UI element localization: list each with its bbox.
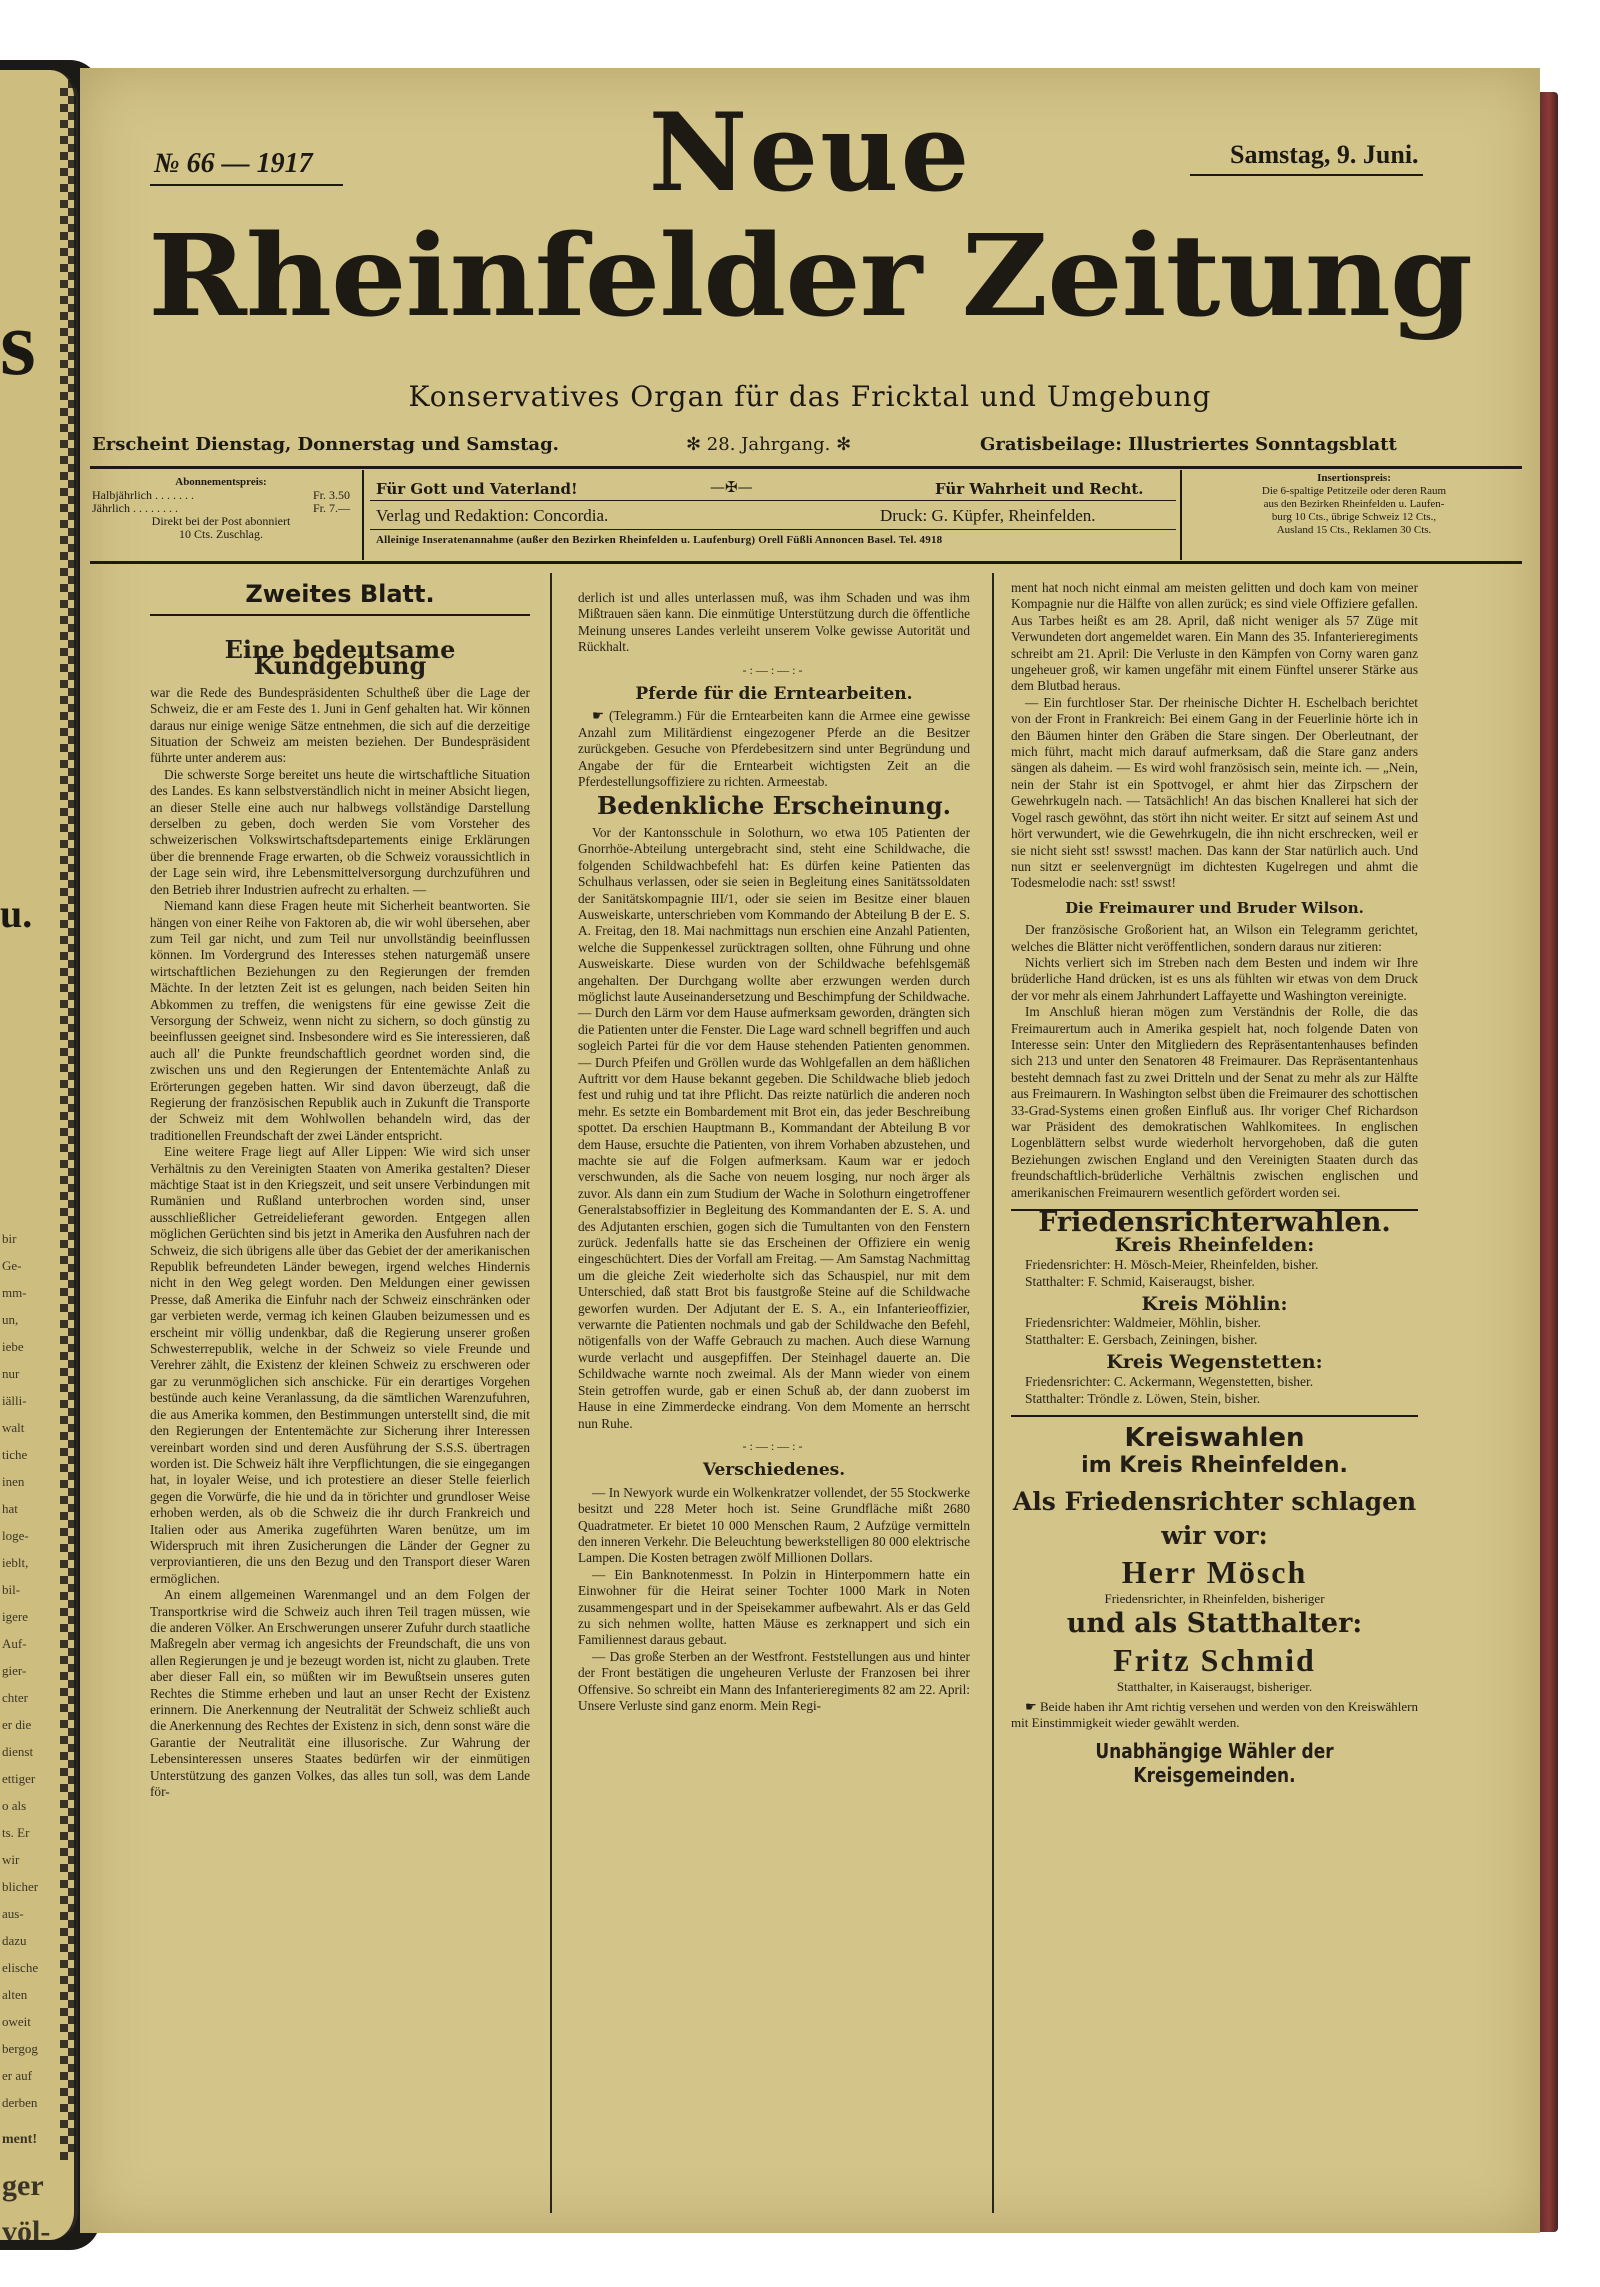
subscription-label: Halbjährlich . . . . . . . [92, 488, 194, 502]
left-page-fragment: bil- [2, 1582, 21, 1597]
decorative-border [60, 80, 76, 2160]
left-page-fragment: un, [2, 1312, 19, 1327]
insertion-price-box [1190, 472, 1518, 537]
article-headline: Bedenkliche Erscheinung. [597, 791, 951, 821]
masthead-title-line1: Neue [648, 90, 972, 216]
subscription-price: Fr. 7.— [312, 501, 350, 515]
motto-right: Für Wahrheit und Recht. [935, 480, 1144, 498]
section-separator: -:—:—:- [742, 662, 806, 677]
insertion-line: aus den Bezirken Rheinfelden u. Laufen- [1263, 498, 1445, 510]
subscription-note: Direkt bei der Post abonniert [151, 514, 291, 528]
issue-date: Samstag, 9. Juni. [1190, 140, 1423, 176]
left-page-fragment: o als [2, 1798, 27, 1813]
printer-line: Druck: G. Küpfer, Rheinfelden. [880, 506, 1096, 525]
left-page-fragment: dienst [2, 1744, 34, 1759]
publication-days: Erscheint Dienstag, Donnerstag und Samstag. [92, 434, 559, 455]
left-page-fragment: oweit [2, 2014, 31, 2029]
article-paragraph: Eine weitere Frage liegt auf Aller Lippen: Wie wird sich unser Verhältnis zu den Vereinigten Staaten von Amerika gestalten? Dieser mächtige Staat ist in den Kriegszeit, und seit unsere Verbindungen mit Rumänien und Rußland unterbrochen worden sind, unser ausschließlicher Getreidelieferant geworden. Entgegen allen möglichen Gerüchten sind bis jetzt in Amerika den Ausfuhren nach der Schweiz, die sich übrigens alle über das Gebiet der der amerikanischen Republik befreundeten Länder bewegen, irgend welches Hindernis nicht in den Weg gelegt worden. Den Meldungen einer gewissen Presse, daß Amerika die Einfuhr nach der Schweiz einschränken oder gar verbieten werde, vermag ich keinen Glauben beizumessen und es erscheint mir völlig undenkbar, daß die Regierung unserer großen Schwesterrepublik, welche in der Schweiz so viele Freunde und Verehrer zählt, die Existenz der kleinen Schweiz zu erschweren oder gar zu verunmöglichen sich anschicke. Für ein derartiges Vorgehen bestünde auch keine Veranlassung, da die sämtlichen Warenzufuhren, die aus Amerika kommen, den Bestimmungen unterstellt sind, die mit den Regierungen der Ententemächte zur Sicherung ihrer Interessen vereinbart worden sind und deren Ausführung der S.S.S. übertragen worden ist. Die Schweiz hält ihre Verpflichtungen, die sie eingegangen hat, in loyaler Weise, und ich protestiere an dieser Stelle feierlich gegen die Vorwürfe, die hie und da in törichter und grundloser Weise erhoben werden, als ob die Schweiz die ihr durch Frankreich und Italien oder aus Amerika zugeführten Waren benütze, um im Widerspruch mit ihren Zusicherungen die Länder der Gegner zu verproviantieren, die uns den Bezug und den Transport dieser Waren ermöglichen. [150, 1144, 530, 1586]
election-advertisement [1011, 1423, 1418, 1787]
left-page-fragment: hat [2, 1501, 18, 1516]
left-page-fragment: bergog [2, 2041, 38, 2056]
left-page-fragment: er auf [2, 2068, 32, 2083]
left-page-fragment: ieblt, [2, 1555, 29, 1570]
issue-number: № 66 — 1917 [150, 148, 343, 186]
article-paragraph: Im Anschluß hieran mögen zum Verständnis der Rolle, die das Freimaurertum auch in Amerika gespielt hat, noch folgende Daten von Interesse sein: Unter den Mitgliedern des Repräsentantenhauses befinden sich 213 und unter den Senatoren 48 Freimaurer. Das Repräsentantenhaus besteht demnach fast zu zwei Dritteln und der Senat zu mehr als zur Hälfte aus Freimaurern. In Washington selbst üben die Freimaurer des schottischen 33-Grad-Systems einen großen Einfluß aus. Ihr voriger Chef Richardson war Präsident des demokratischen Wahlkomitees. In englischen Logenblättern selbst wurde wiederholt hervorgehoben, daß die guten Beziehungen zwischen England und den Vereinigten Staaten durch das freundschaftlich-brüderliche Verhältnis zwischen englischen und amerikanischen Freimaurern wesentlich gefördert worden sei. [1011, 1004, 1418, 1200]
left-page-fragment: inen [2, 1474, 25, 1489]
header-inner-rule [370, 500, 1176, 501]
section-separator: -:—:—:- [742, 1438, 806, 1453]
deputy-entry: Statthalter: F. Schmid, Kaiseraugst, bisher. [1025, 1273, 1255, 1289]
subscription-note: 10 Cts. Zuschlag. [179, 527, 263, 541]
advert-acceptance-line: Alleinige Inseratenannahme (außer den Bezirken Rheinfelden u. Laufenburg) Orell Füßli Annoncen Basel. Tel. 4918 [376, 534, 943, 546]
article-headline: Die Freimaurer und Bruder Wilson. [1065, 898, 1364, 917]
left-page-fragment: iälli- [2, 1393, 27, 1408]
article-paragraph: Vor der Kantonsschule in Solothurn, wo etwa 105 Patienten der Gnorrhöe-Abteilung untergebracht sind, steht eine Schildwache, die folgenden Schildwachbefehl hat: Es dürfen keine Patienten das Schulhaus verlassen, oder sie seien in Begleitung eines Sanitätssoldaten der Sanitätskompagnie III/1, oder sie seien im Besitze einer blauen Ausweiskarte, unterschrieben vom Kommando der Abteilung B der E. S. A. Freitag, den 18. Mai nachmittags nun erschien eine Anzahl Patienten, welche die Suppenkessel zurücktragen sollten, ohne Führung und ohne Ausweiskarte. Diese wurden von der Schildwache befehlsgemäß angehalten. Der Durchgang wollte aber erzwungen werden durch möglichst laute Auseinandersetzung und Beschimpfung der Schildwache. — Durch den Lärm vor dem Hause aufmerksam geworden, drängten sich die Patienten unter die Fenster. Die Lage ward schnell begriffen und auch sogleich Partei für die vor dem Hause stehenden Patienten genommen. — Durch Pfeifen und Gröllen wurde das Wohlgefallen an dem häßlichen Auftritt vor dem Hause bekannt gegeben. Die Schildwache blieb jedoch fest und ruhig und tat ihre Pflicht. Das reizte natürlich die anderen noch mehr. Es setzte ein Bombardement mit Brot ein, das jeder Beschreibung spottet. Da erschien Hauptmann B., Kommandant der Abteilung B vor dem Hause, ersuchte die Patienten, von ihrem Vorhaben abzustehen, und machte sie auf die Folgen aufmerksam. Kaum war er jedoch verschwunden, als die Sache von neuem losging, nur noch ärger als zuvor. Als dann ein zum Studium der Wache in Solothurn eingetroffener Generalstabsoffizier in Begleitung des Kommandanten der E. S. A. und des Adjutanten erschien, gogen sich die Tumultanten von den Fenstern zurück. Jedenfalls hatte sie das Erscheinen der Offiziere ein wenig eingeschüchtert. Dies der Vorfall am Freitag. — Am Samstag Nachmittag um die gleiche Zeit wiederholte sich das Schauspiel, nur mit dem Unterschied, daß statt Brot bis faustgroße Steine auf die Schildwache geworfen wurden. Der Adjutant der E. S. A., ein Infanterieoffizier, verwarnte die Patienten nochmals und gab der Schildwache den Befehl, nötigenfalls von der Waffe Gebrauch zu machen. Auch diese Warnung wurde verlacht und ausgepfiffen. Der Steinhagel dauerte an. Die Schildwache warnte noch zweimal. Als der Mann wieder von einem Stein getroffen wurde, gab er einen Schuß ab, der dann zuoberst im Hause in eine Zimmerdecke eindrang. Von dem Momente an herrscht nun Ruhe. [578, 824, 970, 1431]
left-page-fragment: völ- [2, 2215, 51, 2240]
left-page-fragment: nur [2, 1366, 20, 1381]
ad-signature: Unabhängige Wähler der Kreisgemeinden. [1095, 1738, 1334, 1787]
article-paragraph: — Das große Sterben an der Westfront. Feststellungen aus und hinter der Front bestätigen die ungeheuren Verluste der Franzosen bei ihrer Offensive. So schreibt ein Mann des Infanterieregiments 82 am 22. April: Unsere Verluste sind ganz enorm. Mein Regi- [578, 1648, 970, 1713]
newspaper-page [80, 68, 1540, 2233]
article-paragraph: An einem allgemeinen Warenmangel und an dem Folgen der Transportkrise wird die Schweiz auch ihren Teil tragen müssen, wie die anderen Völker. An Erschwerungen unserer Zufuhr durch staatliche Maßregeln aber vermag ich angesichts der Freundschaft, die uns von allen Regierungen je und je bezeugt worden ist, nicht zu glauben. Trete aber dieser Fall ein, so müßten wir im Bewußtsein unseres guten Rechtes die Stimme erheben und laut an unser Recht der Existenz erinnern. Die Anerkennung der Neutralität der Schweiz schließt auch die Anerkennung des Rechtes der Existenz in sich, denn sonst wäre die Garantie der Neutralität eine illusorische. Zur Wahrung der Lebensinteressen unseres Staates bedürfen wir der einmütigen Unterstützung des ganzen Volkes, das alles tun soll, was dem Lande för- [150, 1587, 530, 1800]
article-headline: Verschiedenes. [702, 1460, 846, 1481]
motto-ornament: —✠— [710, 478, 753, 496]
ad-proposal: und als Statthalter: [1066, 1607, 1363, 1639]
publisher-line: Verlag und Redaktion: Concordia. [376, 506, 609, 525]
left-page-fragment: bir [2, 1231, 17, 1246]
section-label: Zweites Blatt. [150, 580, 530, 616]
left-page-fragment: alten [2, 1987, 28, 2002]
insertion-line: Ausland 15 Cts., Reklamen 30 Cts. [1276, 524, 1432, 536]
subscription-label: Jährlich . . . . . . . . [92, 501, 178, 515]
column-divider [992, 573, 994, 2213]
left-page-fragment: mm- [2, 1285, 27, 1300]
ad-candidate-name: Fritz Schmid [1113, 1641, 1316, 1678]
motto-left: Für Gott und Vaterland! [376, 480, 578, 498]
left-page-fragment: ts. Er [2, 1825, 30, 1840]
ad-subheading: im Kreis Rheinfelden. [1081, 1452, 1348, 1478]
left-page-fragment: iebe [2, 1339, 24, 1354]
judge-entry: Friedensrichter: C. Ackermann, Wegenstetten, bisher. [1025, 1373, 1314, 1389]
judge-entry: Friedensrichter: Waldmeier, Möhlin, bisher. [1025, 1315, 1261, 1331]
article-paragraph: — Ein Banknotenmesst. In Polzin in Hinterpommern hatte ein Einwohner für die Heirat seiner Tochter 1000 Mark in Noten zusammengespart und in der Speisekammer aufbewahrt. Als er das Geld zu sich nehmen wollte, hatten Mäuse es zerknappert und sich ein Familiennest daraus gebaut. [578, 1566, 970, 1648]
deputy-entry: Statthalter: Tröndle z. Löwen, Stein, bisher. [1025, 1390, 1261, 1406]
article-paragraph: ment hat noch nicht einmal am meisten gelitten und doch kam von meiner Kompagnie nur die Hälfte von allen zurück; es sind viele Offiziere gefallen. Aus Tarbes heißt es am 28. April, daß nicht weniger als 57 Züge mit Verwundeten dort angemeldet waren. Ein Mann des 35. Infanterieregiments schreibt am 21. April: Die Verluste in den Kämpfen von Corny waren ganz ungeheuer groß, wir kamen ungefähr mit einem Fünftel unserer Stärke aus dem Blutbad heraus. [1011, 580, 1418, 694]
header-inner-rule [370, 529, 1176, 530]
left-page-fragment: aus- [2, 1906, 24, 1921]
subscription-box [92, 476, 350, 541]
ad-candidate-role: Friedensrichter, in Rheinfelden, bisheriger [1104, 1590, 1325, 1606]
article-paragraph: derlich ist und alles unterlassen muß, was ihm Schaden und was ihm Mißtrauen säen kann. Die einmütige Unterstützung durch die öffentliche Meinung unseres Landes verleiht unserem Volke gewisse Autorität und Rückhalt. [578, 590, 970, 655]
left-page-fragment: gier- [2, 1663, 27, 1678]
ad-candidate-name: Herr Mösch [1121, 1553, 1308, 1590]
header-rule-top [90, 466, 1522, 469]
article-paragraph: Niemand kann diese Fragen heute mit Sicherheit beantworten. Sie hängen von einer Reihe von Faktoren ab, die wir wohl übersehen, aber zum Teil gar nicht, und zum Teil nur unvollständig beeinflussen können. Im Vordergrund des Interesses stehen naturgemäß unsere wirtschaftlichen Beziehungen zu den Regierungen der fremden Mächte. In der letzten Zeit ist es gelungen, nach beiden Seiten hin Abkommen zu treffen, die wenigstens für eine gewisse Zeit die Versorgung der Schweiz, wenn nicht zu sichern, so doch günstig zu beeinflussen geeignet sind. Insbesondere wird es Sie interessieren, daß auch all' die Punkte freundschaftlich geordnet worden sind, die zwischen uns und den Regierungen der Ententemächte Anlaß zu Erörterungen gegeben hatten. Wir sind davon überzeugt, daß die Regierung der französischen Republik auch in Zukunft die Transporte der Schweiz mit dem Wohlwollen behandeln wird, das der traditionellen Freundschaft der zwei Länder entspricht. [150, 898, 530, 1143]
article-paragraph: war die Rede des Bundespräsidenten Schultheß über die Lage der Schweiz, die er am Feste des 1. Juni in Genf gehalten hat. Wir können daraus nur einige wenige Sätze entnehmen, die sich auf die derzeitige Situation der Schweiz am meisten beziehen. Der Bundespräsident führte unter anderem aus: [150, 684, 530, 766]
left-page-fragment: loge- [2, 1528, 29, 1543]
article-paragraph: Die schwerste Sorge bereitet uns heute die wirtschaftliche Situation des Landes. Es kann selbstverständlich nicht in meiner Absicht liegen, an dieser Stelle eine auch nur halbwegs vollständige Darstellung derselben zu geben, doch werden Sie vom Vorsteher des schweizerischen Volkswirtschaftsdepartements einige Erklärungen über die brennende Frage erwarten, ob die Schweiz voraussichtlich in der Lage sein wird, ihre Lebensmittelversorgung durchzuführen und den Betrieb ihrer Industrien aufrecht zu erhalten. — [150, 766, 530, 897]
volume-number: ✻ 28. Jahrgang. ✻ [686, 434, 852, 455]
left-page-fragment: dazu [2, 1933, 27, 1948]
article-column-2 [578, 590, 970, 1714]
book-cover-edge [1540, 92, 1558, 2232]
left-page-fragment: wir [2, 1852, 20, 1867]
district-name: Kreis Rheinfelden: [1114, 1234, 1315, 1257]
article-headline: Eine bedeutsame Kundgebung [224, 635, 456, 681]
left-page-fragment: Ge- [2, 1258, 22, 1273]
left-page-fragment: igere [2, 1609, 28, 1624]
subscription-heading: Abonnementspreis: [175, 476, 267, 488]
supplement-note: Gratisbeilage: Illustriertes Sonntagsblatt [980, 434, 1397, 455]
left-page-fragment: ment! [2, 2132, 37, 2147]
article-headline: Pferde für die Erntearbeiten. [635, 684, 913, 705]
masthead-title-line2: Rheinfelder Zeitung [148, 211, 1472, 342]
left-page-big-letter: s [0, 292, 36, 394]
left-page-big-letter: u. [0, 891, 33, 936]
article-paragraph: Der französische Großorient hat, an Wilson ein Telegramm gerichtet, welches die Blätter nicht veröffentlichen, sondern daraus nur zitieren: [1011, 922, 1418, 954]
left-page-fragment: er die [2, 1717, 32, 1732]
left-page-fragment: derben [2, 2095, 38, 2110]
header-vrule-right [1180, 470, 1182, 560]
insertion-line: Die 6-spaltige Petitzeile oder deren Raum [1261, 485, 1447, 497]
election-title: Friedensrichterwahlen. [1038, 1207, 1391, 1239]
insertion-line: burg 10 Cts., übrige Schweiz 12 Cts., [1271, 511, 1437, 523]
header-vrule-left [362, 470, 364, 560]
article-paragraph: ☛ (Telegramm.) Für die Erntearbeiten kann die Armee eine gewisse Anzahl zum Militärdienst eingezogener Pferde an die Besitzer zurückgeben. Gesuche von Pferdebesitzern sind unter Begründung und Angabe der für die Erntearbeit wichtigsten Zeit an die Pferdestellungsoffiziere zu richten. Armeestab. [578, 708, 970, 790]
masthead-subtitle: Konservatives Organ für das Fricktal und Umgebung [408, 380, 1212, 413]
district-name: Kreis Wegenstetten: [1106, 1351, 1323, 1374]
left-page-fragment: blicher [2, 1879, 39, 1894]
article-paragraph: Nichts verliert sich im Streben nach dem Besten und indem wir Ihre brüderliche Hand drücken, ist es uns als fühlten wir etwas von dem Druck der vor mehr als einem Jahrhundert Laffayette und Washington vereinigte. [1011, 954, 1418, 1003]
left-page-fragment: tiche [2, 1447, 28, 1462]
ad-heading: Kreiswahlen [1124, 1422, 1305, 1453]
ad-proposal: Als Friedensrichter schlagen wir vor: [1012, 1486, 1417, 1550]
judge-entry: Friedensrichter: H. Mösch-Meier, Rheinfelden, bisher. [1025, 1256, 1319, 1272]
left-page-fragment: chter [2, 1690, 28, 1705]
left-page-fragment: elische [2, 1960, 39, 1975]
article-column-1 [150, 628, 530, 1800]
deputy-entry: Statthalter: E. Gersbach, Zeiningen, bisher. [1025, 1332, 1258, 1348]
left-page-fragment: walt [2, 1420, 25, 1435]
left-page-fragment: ger [2, 2169, 44, 2202]
subscription-price: Fr. 3.50 [312, 488, 350, 502]
article-column-3 [1011, 580, 1418, 1787]
header-rule-bottom [90, 561, 1522, 564]
insertion-heading: Insertionspreis: [1317, 472, 1391, 484]
district-name: Kreis Möhlin: [1141, 1292, 1288, 1315]
ad-note: ☛ Beide haben ihr Amt richtig versehen und werden von den Kreiswählern mit Einstimmigkeit wieder gewählt werden. [1011, 1698, 1418, 1730]
article-paragraph: — In Newyork wurde ein Wolkenkratzer vollendet, der 55 Stockwerke besitzt und 228 Meter hoch ist. Seine Grundfläche mißt 2680 Quadratmeter. Er bietet 10 000 Menschen Raum, 2 Aufzüge vermitteln den inneren Verkehr. Die Beleuchtung bewerkstelligen 80 000 elektrische Lampen. Die Kosten betragen zwölf Millionen Dollars. [578, 1484, 970, 1566]
left-page-fragment: ettiger [2, 1771, 36, 1786]
column-divider [550, 573, 552, 2213]
left-page-fragment: Auf- [2, 1636, 27, 1651]
ad-candidate-role: Statthalter, in Kaiseraugst, bisheriger. [1116, 1678, 1313, 1694]
article-paragraph: — Ein furchtloser Star. Der rheinische Dichter H. Eschelbach berichtet von der Front in Frankreich: Bei einem Gang in der Feuerlinie hörte ich in den Bäumen hinter den Gräben die Stare singen. Der Oberleutnant, der mich führt, macht mich darauf aufmerksam, daß die Stare ganz anders sängen als daheim. — Es wird wohl französisch sein, meinte ich. — „Nein, nein der Stahr ist ein Spottvogel, er ahmt hier das Zirpschern der Gewehrkugeln nach. — Tatsächlich! An das bischen Knallerei hat sich der Vogel rasch gewöhnt, das stört ihn nicht weiter. Er sitzt auf seinem Ast und hört verwundert, wie die Gewehrkugeln, die ihn nicht erschrecken, weil er sie nicht sieht sst! sswsst! machen. Das kann der Star natürlich auch. Und nun sitzt er seelenvergnügt im dichtesten Kugelregen und ahmt die Todesmelodie nach: sst! sswst! [1011, 694, 1418, 891]
